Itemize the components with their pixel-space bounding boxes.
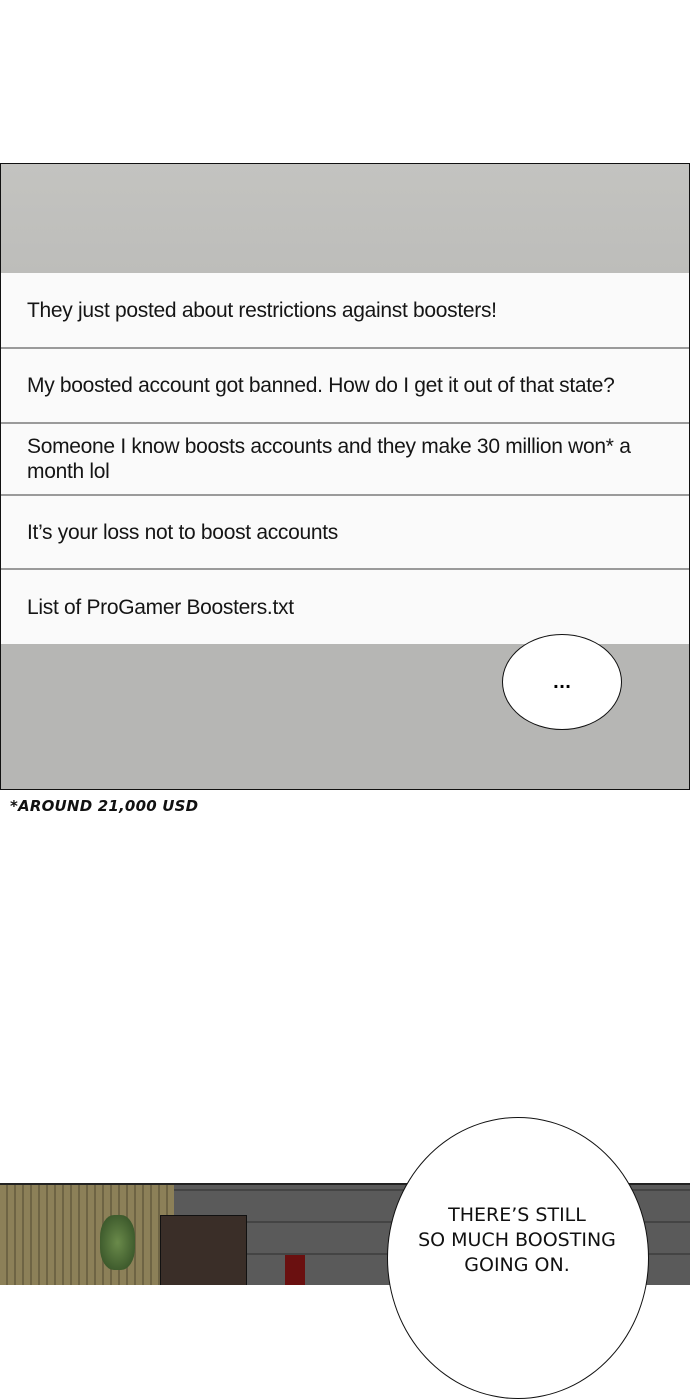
panel-header-area	[1, 164, 689, 273]
gaming-chair	[285, 1255, 305, 1285]
post-title: List of ProGamer Boosters.txt	[27, 595, 294, 619]
post-title: They just posted about restrictions against boosters!	[27, 298, 497, 322]
bubble-text: ...	[552, 672, 572, 692]
bubble-line: GOING ON.	[464, 1254, 570, 1276]
bubble-line: THERE’S STILL	[448, 1204, 586, 1226]
post-item[interactable]	[1, 349, 689, 424]
bubble-text	[387, 1203, 647, 1278]
plant	[100, 1215, 135, 1270]
footnote: *AROUND 21,000 USD	[10, 797, 199, 815]
wood-wall	[0, 1185, 174, 1285]
bubble-line: SO MUCH BOOSTING	[418, 1229, 616, 1251]
speech-bubble	[502, 634, 622, 730]
post-title: It’s your loss not to boost accounts	[27, 520, 338, 544]
post-title: My boosted account got banned. How do I get it out of that state?	[27, 374, 615, 397]
post-title: Someone I know boosts accounts and they make 30 million won* a month lol	[27, 435, 631, 483]
post-item[interactable]	[1, 424, 689, 496]
post-item[interactable]	[1, 570, 689, 644]
post-item[interactable]	[1, 496, 689, 570]
desk	[160, 1215, 247, 1285]
post-item[interactable]	[1, 273, 689, 349]
